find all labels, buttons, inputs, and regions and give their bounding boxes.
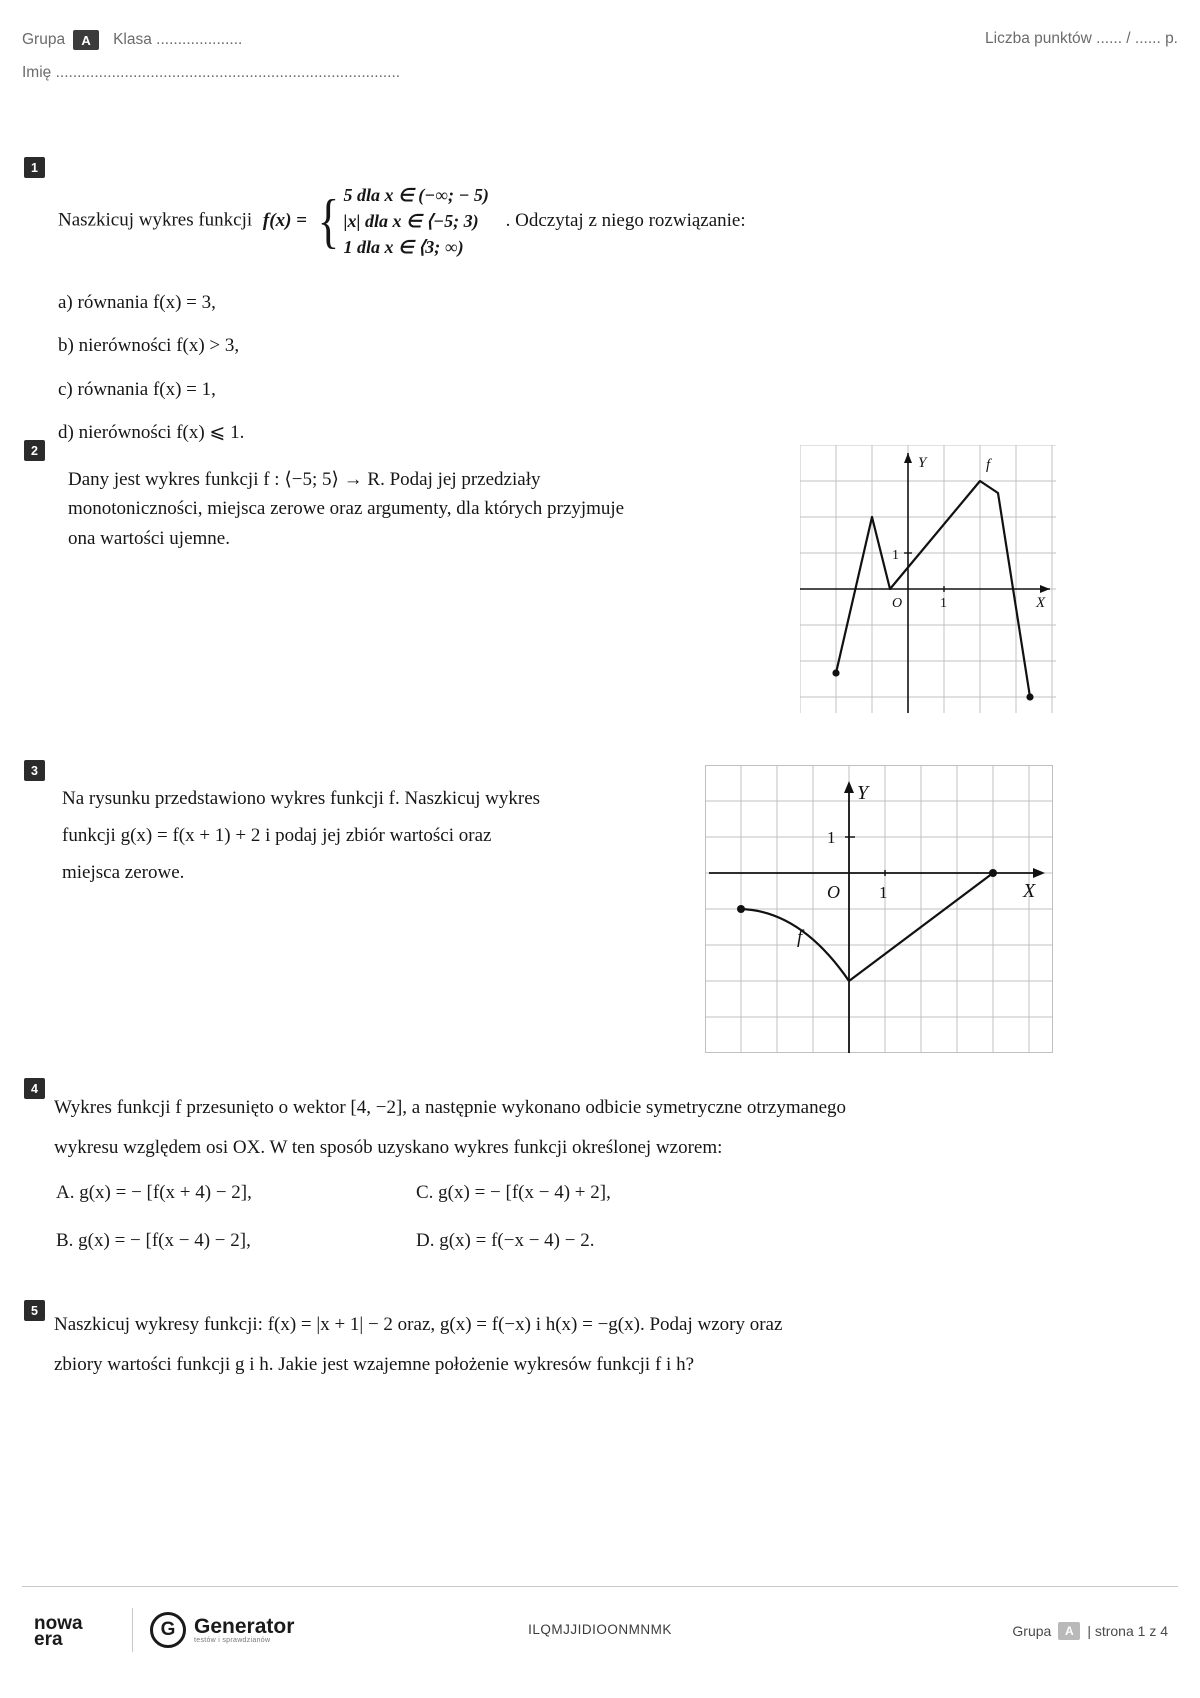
klasa-field: Klasa ....................	[113, 31, 243, 48]
footer-grupa-badge: A	[1058, 1622, 1080, 1640]
task-2-statement	[68, 465, 708, 553]
task-3-axis-y-label: Y	[857, 782, 869, 804]
task-4-line-2: wykresu względem osi OX. W ten sposób uzyskano wykres funkcji określonej wzorem:	[54, 1136, 723, 1158]
task-4-line-1: Wykres funkcji f przesunięto o wektor [4, −2], a następnie wykonano odbicie symetryczne otrzymanego	[54, 1097, 847, 1118]
task-1-case-1: 5 dla x ∈ (−∞; − 5)	[343, 185, 489, 205]
footer-logo-divider	[132, 1608, 133, 1652]
task-2-axis-y-label: Y	[918, 455, 927, 471]
task-2-unit-y-label: 1	[892, 548, 899, 563]
task-3-line-2: funkcji g(x) = f(x + 1) + 2 i podaj jej zbiór wartości oraz	[62, 825, 492, 847]
task-4-options	[56, 1182, 1056, 1278]
nowa-era-logo	[34, 1613, 83, 1651]
task-3-line-1: Na rysunku przedstawiono wykres funkcji f. Naszkicuj wykres	[62, 788, 541, 809]
generator-logo	[150, 1612, 294, 1648]
task-3-function-label: f	[797, 927, 803, 948]
task-1-item-c: c) równania f(x) = 1,	[58, 378, 216, 400]
task-1-statement	[58, 182, 958, 260]
grupa-badge: A	[73, 30, 99, 50]
task-1-case-2: |x| dla x ∈ ⟨−5; 3)	[343, 211, 479, 232]
task-2-function-label: f	[986, 457, 991, 473]
task-2-figure	[800, 445, 1056, 713]
task-number-1: 1	[24, 157, 45, 178]
task-1-fx: f(x) =	[262, 209, 307, 231]
task-5-statement	[54, 1305, 1064, 1385]
generator-name: Generator	[194, 1615, 295, 1638]
task-5-line-1: Naszkicuj wykresy funkcji: f(x) = |x + 1| − 2 oraz, g(x) = f(−x) i h(x) = −g(x). Podaj wzory oraz	[54, 1314, 783, 1335]
page-header	[22, 30, 1178, 100]
task-2-line-3: ona wartości ujemne.	[68, 527, 230, 549]
task-3-origin-label: O	[827, 882, 840, 902]
task-4-statement	[54, 1088, 1064, 1168]
task-number-4: 4	[24, 1078, 45, 1099]
footer-divider	[22, 1586, 1178, 1587]
task-1-item-d: d) nierówności f(x) ⩽ 1.	[58, 422, 245, 444]
task-3-unit-y-label: 1	[827, 828, 836, 847]
task-2-line-1: Dany jest wykres funkcji f : ⟨−5; 5⟩ → R. Podaj jej przedziały	[68, 469, 541, 490]
task-1-after: . Odczytaj z niego rozwiązanie:	[505, 209, 746, 231]
logo-line-1: nowa	[34, 1613, 83, 1634]
task-1-case-3: 1 dla x ∈ ⟨3; ∞)	[343, 237, 464, 258]
task-4-option-b[interactable]: B. g(x) = − [f(x − 4) − 2],	[56, 1230, 251, 1251]
task-3-line-3: miejsca zerowe.	[62, 862, 185, 884]
task-number-2: 2	[24, 440, 45, 461]
task-1-subitems	[58, 288, 658, 462]
generator-subtitle: testów i sprawdzianów	[194, 1637, 271, 1644]
logo-line-2: era	[34, 1629, 63, 1651]
brace-icon: {	[317, 188, 339, 255]
task-3-statement	[62, 780, 642, 891]
task-number-5: 5	[24, 1300, 45, 1321]
task-3-unit-x-label: 1	[879, 883, 888, 902]
task-4-option-a[interactable]: A. g(x) = − [f(x + 4) − 2],	[56, 1182, 252, 1203]
task-2-line-2: monotoniczności, miejsca zerowe oraz argumenty, dla których przyjmuje	[68, 498, 625, 520]
footer-page-info: | strona 1 z 4	[1087, 1623, 1168, 1639]
task-1-item-b: b) nierówności f(x) > 3,	[58, 335, 240, 357]
task-5-line-2: zbiory wartości funkcji g i h. Jakie jest wzajemne położenie wykresów funkcji f i h?	[54, 1353, 694, 1375]
task-2-axis-x-label: X	[1036, 595, 1046, 611]
header-row-top	[22, 30, 1178, 50]
task-3-figure	[705, 765, 1053, 1053]
task-2-unit-x-label: 1	[940, 596, 947, 611]
task-4-option-d[interactable]: D. g(x) = f(−x − 4) − 2.	[416, 1230, 595, 1251]
generator-circle-icon: G	[150, 1612, 186, 1648]
task-3-axis-x-label: X	[1023, 880, 1036, 902]
document-code: ILQMJJIDIOONMNMK	[528, 1622, 672, 1637]
points-field: Liczba punktów ...... / ...... p.	[985, 30, 1178, 47]
task-1-lead: Naszkicuj wykres funkcji	[58, 209, 253, 231]
footer-grupa-label: Grupa	[1012, 1623, 1052, 1639]
page-footer	[22, 1600, 1178, 1670]
imie-field: Imię ................................................................................	[22, 64, 401, 81]
task-number-3: 3	[24, 760, 45, 781]
task-1-item-a: a) równania f(x) = 3,	[58, 292, 216, 313]
task-2-origin-label: O	[892, 596, 903, 611]
grupa-label: Grupa	[22, 31, 66, 48]
footer-group-info	[1012, 1622, 1168, 1640]
task-1-piecewise	[314, 182, 489, 260]
task-4-option-c[interactable]: C. g(x) = − [f(x − 4) + 2],	[416, 1182, 611, 1203]
